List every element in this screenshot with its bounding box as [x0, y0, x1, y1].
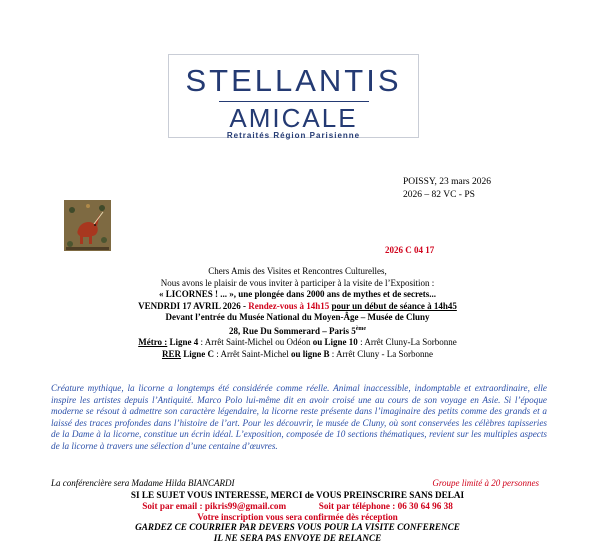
letter-code: 2026 – 82 VC - PS [403, 190, 475, 200]
logo-brand: STELLANTIS [185, 63, 402, 98]
logo-caption: Retraités Région Parisienne [226, 131, 361, 140]
rer-or-line-b: ou ligne B [291, 348, 330, 359]
phone-number[interactable]: 06 30 64 96 38 [397, 500, 453, 511]
reference-number: 2026 C 04 17 [385, 245, 435, 255]
session-time: pour un début de séance à 14h45 [331, 300, 457, 311]
email-link[interactable]: pikris99@gmail.com [204, 500, 287, 511]
address-sup: ème [355, 325, 367, 332]
visit-date: VENDRDI 17 AVRIL 2026 - [138, 300, 246, 311]
keep-letter-notice: GARDEZ CE COURRIER PAR DEVERS VOUS POUR LA VISITE CONFERENCE [135, 522, 460, 533]
group-limit: Groupe limité à 20 personnes [432, 478, 539, 488]
rer-line-c: Ligne C [183, 348, 215, 359]
meeting-location: Devant l’entrée du Musée National du Moyen-Âge – Musée de Cluny [165, 312, 430, 322]
contact-line [0, 501, 595, 512]
visit-date-line [0, 301, 595, 313]
address-line [0, 324, 595, 338]
amicale-logo [168, 54, 419, 138]
metro-stop-1: : Arrêt Saint-Michel ou Odéon [200, 337, 311, 347]
email-label: Soit par email : [142, 500, 203, 511]
no-reminder-notice: IL NE SERA PAS ENVOYE DE RELANCE [213, 533, 382, 544]
invitation-text: Nous avons le plaisir de vous inviter à participer à la visite de l’Exposition : [160, 277, 435, 288]
confirmation-notice: Votre inscription vous sera confirmée dès réception [197, 511, 398, 522]
rer-line [0, 349, 595, 361]
registration-footer [0, 490, 595, 544]
metro-line-4: Ligne 4 [169, 337, 199, 347]
metro-line [0, 337, 595, 349]
rer-label: RER [161, 348, 181, 359]
greeting: Chers Amis des Visites et Rencontres Culturelles, [208, 266, 387, 276]
logo-sub: AMICALE [229, 103, 358, 133]
place-date: POISSY, 23 mars 2026 [403, 177, 491, 187]
metro-line-10: Ligne 10 [324, 337, 358, 347]
metro-or: ou [312, 337, 323, 347]
address: 28, Rue Du Sommerard – Paris 5 [228, 325, 356, 336]
invitation-block [0, 266, 595, 360]
unicorn-tapestry-image [64, 200, 111, 251]
lecturer: La conférencière sera Madame Hilda BIANCARDI [51, 478, 235, 488]
logo-divider [219, 101, 369, 102]
letter-header [403, 176, 491, 202]
metro-stop-2: : Arrêt Cluny-La Sorbonne [360, 337, 457, 347]
metro-label: Métro : [138, 337, 168, 347]
exhibition-title: « LICORNES ! ... », une plongée dans 2000 ans de mythes et de secrets... [158, 289, 437, 299]
rer-stop-1: : Arrêt Saint-Michel [216, 348, 289, 359]
register-notice: SI LE SUJET VOUS INTERESSE, MERCI de VOUS PREINSCRIRE SANS DELAI [130, 490, 465, 500]
meeting-time: Rendez-vous à 14h15 [248, 300, 330, 311]
phone-label: Soit par téléphone : [318, 500, 396, 511]
rer-stop-2: : Arrêt Cluny - La Sorbonne [331, 348, 433, 359]
lecturer-row [51, 478, 547, 490]
exhibition-description: Créature mythique, la licorne a longtemps été considérée comme réelle. Animal inaccessible, indomptable et extraordinaire, elle inspire les artistes depuis l’Antiquité. Marco Polo lui-même dit en avoir croisé une au cours de son voyage en Asie. Si l’époque moderne se résout à admettre son caractère légendaire, la licorne reste présente dans l’imaginaire des petits comme des grands et a laissé des traces profondes dans l’histoire de l’art. Pour les découvrir, le musée de Cluny, où sont conservées les célèbres tapisseries de la Dame à la licorne, constitue un écrin idéal. L’exposition, composée de 10 sections thématiques, revient sur les multiples aspects de la licorne à travers une sélection d’une centaine d’œuvres. [51, 383, 547, 451]
